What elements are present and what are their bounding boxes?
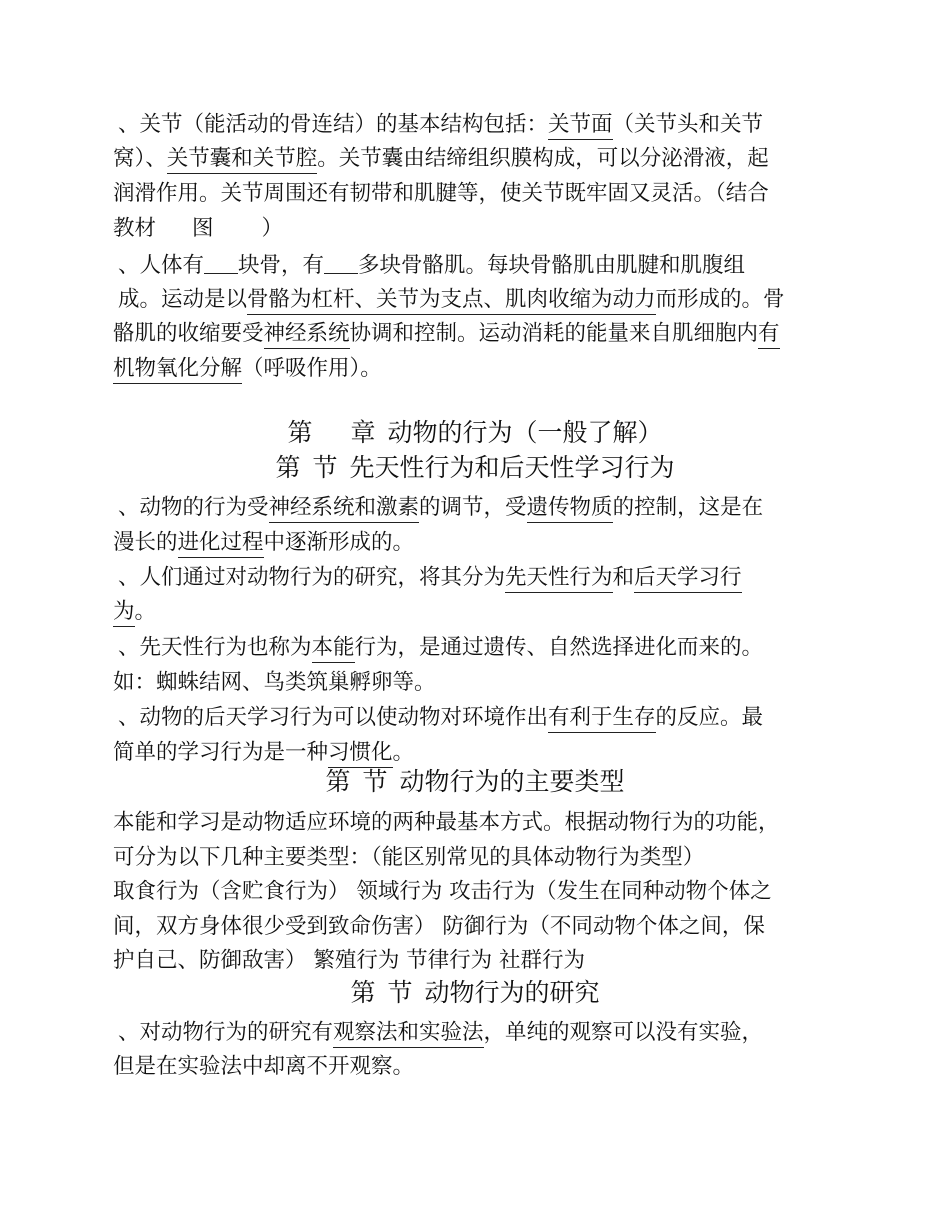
section-3-title bbox=[0, 977, 950, 1009]
text-run: 协调和控制。运动消耗的能量来自肌细胞内 bbox=[349, 321, 759, 346]
text-run: （呼吸作用）。 bbox=[242, 356, 382, 381]
heading-part: 节 bbox=[312, 453, 338, 482]
muscle-text-line-2 bbox=[118, 286, 848, 314]
underlined-answer: 本能 bbox=[312, 635, 355, 663]
muscle-text-line-1 bbox=[118, 251, 848, 280]
text-run: 的调节，受 bbox=[419, 495, 527, 520]
text-run: 。关节囊由结缔组织膜构成，可以分泌滑液，起 bbox=[317, 146, 769, 171]
chapter-title bbox=[0, 417, 950, 449]
joint-text-line-4 bbox=[113, 215, 843, 243]
underlined-answer: 关节面 bbox=[548, 112, 613, 140]
text-run: 行为，是通过遗传、自然选择进化而来的。 bbox=[354, 635, 764, 660]
heading-part: 第 bbox=[325, 767, 351, 796]
text-run: ） bbox=[261, 216, 284, 241]
s2-line-4: 间，双方身体很少受到致命伤害） 防御行为（不同动物个体之间，保 bbox=[113, 914, 765, 939]
text-run: 和 bbox=[612, 565, 635, 590]
underlined-answer: 神经系统和激素 bbox=[269, 495, 420, 523]
s1-p4-line-1 bbox=[118, 704, 848, 732]
underlined-answer: 观察法和实验法 bbox=[333, 1020, 484, 1048]
s2-line-3: 取食行为（含贮食行为） 领域行为 攻击行为（发生在同种动物个体之 bbox=[113, 879, 772, 904]
muscle-text-line-3 bbox=[113, 320, 843, 348]
text-run: 。 bbox=[392, 740, 415, 765]
text-run: 块骨，有 bbox=[238, 253, 325, 278]
text-run: 中逐渐形成的。 bbox=[263, 530, 415, 555]
text-run: 教材 bbox=[113, 216, 157, 241]
text-run: （关节头和关节 bbox=[612, 112, 764, 137]
underlined-answer: 遗传物质 bbox=[527, 495, 613, 523]
text-run: 成。运动是以 bbox=[118, 287, 248, 312]
underlined-answer: 习惯化 bbox=[328, 740, 393, 768]
heading-part: 第 bbox=[350, 978, 376, 1007]
underlined-answer: 关节囊和关节腔 bbox=[167, 146, 318, 174]
text-run: 、对动物行为的研究有 bbox=[118, 1020, 334, 1045]
s1-p1-line-2 bbox=[113, 529, 843, 557]
underlined-answer: 有 bbox=[758, 321, 780, 349]
text-run: 窝）、 bbox=[113, 146, 167, 171]
text-run: 的反应。最 bbox=[655, 705, 764, 730]
muscle-text-line-4 bbox=[113, 355, 843, 383]
joint-text-line-3: 润滑作用。关节周围还有韧带和肌腱等，使关节既牢固又灵活。（结合 bbox=[113, 181, 769, 206]
s1-p2-line-1 bbox=[118, 564, 848, 592]
underlined-answer: 后天学习行 bbox=[634, 565, 742, 593]
text-run: 、动物的后天学习行为可以使动物对环境作出 bbox=[118, 705, 549, 730]
text-run: 简单的学习行为是一种 bbox=[113, 740, 329, 765]
s1-p3-line-1 bbox=[118, 634, 848, 662]
text-run: 、人们通过对动物行为的研究，将其分为 bbox=[118, 565, 506, 590]
text-run: 、关节（能活动的骨连结）的基本结构包括： bbox=[118, 112, 549, 137]
s2-line-2: 可分为以下几种主要类型：（能区别常见的具体动物行为类型） bbox=[113, 845, 705, 870]
s3-line-1 bbox=[118, 1019, 848, 1047]
heading-part: 章 bbox=[350, 418, 376, 447]
text-run: 漫长的 bbox=[113, 530, 178, 555]
s2-line-5: 护自己、防御敌害） 繁殖行为 节律行为 社群行为 bbox=[113, 948, 586, 973]
underlined-answer: 神经系统 bbox=[264, 321, 350, 349]
text-run: 、动物的行为受 bbox=[118, 495, 269, 520]
s2-line-1: 本能和学习是动物适应环境的两种最基本方式。根据动物行为的功能， bbox=[113, 810, 780, 835]
heading-part: 节 bbox=[387, 978, 413, 1007]
section-1-title bbox=[0, 452, 950, 484]
s3-line-2: 但是在实验法中却离不开观察。 bbox=[113, 1054, 415, 1079]
text-run: 骼肌的收缩要受 bbox=[113, 321, 264, 346]
text-run: ，单纯的观察可以没有实验， bbox=[483, 1020, 764, 1045]
text-run: 图 bbox=[192, 216, 214, 241]
heading-part: 动物的行为（一般了解） bbox=[387, 418, 663, 447]
s1-p4-line-2 bbox=[113, 739, 843, 767]
section-2-title bbox=[0, 766, 950, 798]
joint-text-line-1 bbox=[118, 111, 848, 139]
fill-blank bbox=[204, 251, 238, 274]
underlined-answer: 有利于生存 bbox=[548, 705, 656, 733]
underlined-answer: 机物氧化分解 bbox=[113, 356, 242, 384]
underlined-answer: 进化过程 bbox=[178, 530, 264, 558]
underlined-answer: 骨骼为杠杆、关节为支点、肌肉收缩为动力 bbox=[247, 287, 656, 315]
underlined-answer: 先天性行为 bbox=[505, 565, 613, 593]
heading-part: 第 bbox=[287, 418, 313, 447]
s1-p1-line-1 bbox=[118, 494, 848, 522]
text-run: 的控制，这是在 bbox=[612, 495, 764, 520]
heading-part: 节 bbox=[362, 767, 388, 796]
heading-part: 动物行为的研究 bbox=[424, 978, 600, 1007]
text-run: 多块骨骼肌。每块骨骼肌由肌腱和肌腹组 bbox=[358, 253, 746, 278]
joint-text-line-2 bbox=[113, 145, 843, 173]
heading-part: 第 bbox=[275, 453, 301, 482]
text-run: 、人体有 bbox=[118, 253, 205, 278]
s1-p2-line-2 bbox=[113, 598, 843, 626]
text-run: 、先天性行为也称为 bbox=[118, 635, 312, 660]
heading-part: 先天性行为和后天性学习行为 bbox=[349, 453, 675, 482]
heading-part: 动物行为的主要类型 bbox=[399, 767, 625, 796]
fill-blank bbox=[324, 251, 358, 274]
s1-p3-line-2: 如：蜘蛛结网、鸟类筑巢孵卵等。 bbox=[113, 670, 436, 695]
underlined-answer: 为 bbox=[113, 599, 135, 627]
text-run: 。 bbox=[134, 599, 157, 624]
text-run: 而形成的。骨 bbox=[655, 287, 785, 312]
